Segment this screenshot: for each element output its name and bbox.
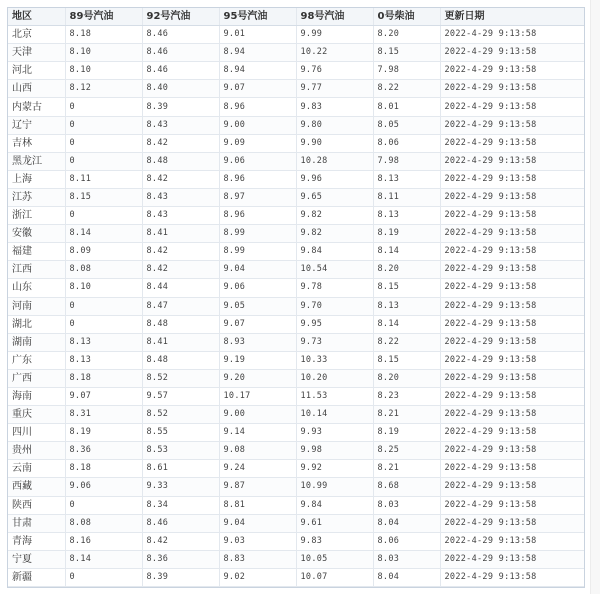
update-date-cell: 2022-4-29 9:13:58 xyxy=(440,460,584,478)
table-row xyxy=(8,406,584,424)
table-row xyxy=(8,261,584,279)
region-cell: 山西 xyxy=(8,80,65,98)
update-date-cell: 2022-4-29 9:13:58 xyxy=(440,44,584,62)
table-row xyxy=(8,351,584,369)
update-date-cell: 2022-4-29 9:13:58 xyxy=(440,514,584,532)
page-scrollbar[interactable] xyxy=(590,0,600,594)
gasoline-98-cell: 9.84 xyxy=(296,243,373,261)
region-cell: 新疆 xyxy=(8,568,65,586)
gasoline-95-cell: 9.04 xyxy=(219,514,296,532)
region-cell: 海南 xyxy=(8,387,65,405)
diesel-0-cell: 8.68 xyxy=(373,478,440,496)
region-cell: 上海 xyxy=(8,170,65,188)
gasoline-98-cell: 9.95 xyxy=(296,315,373,333)
diesel-0-cell: 8.06 xyxy=(373,532,440,550)
region-cell: 陕西 xyxy=(8,496,65,514)
update-date-cell: 2022-4-29 9:13:58 xyxy=(440,550,584,568)
diesel-0-cell: 8.22 xyxy=(373,333,440,351)
gasoline-95-cell: 9.03 xyxy=(219,532,296,550)
gasoline-98-cell: 10.20 xyxy=(296,369,373,387)
table-row xyxy=(8,44,584,62)
header-gasoline-98: 98号汽油 xyxy=(296,8,373,26)
gasoline-92-cell: 9.33 xyxy=(142,478,219,496)
diesel-0-cell: 8.04 xyxy=(373,568,440,586)
table-row xyxy=(8,532,584,550)
region-cell: 河北 xyxy=(8,62,65,80)
table-row xyxy=(8,62,584,80)
table-row xyxy=(8,98,584,116)
region-cell: 西藏 xyxy=(8,478,65,496)
gasoline-89-cell: 0 xyxy=(65,152,142,170)
region-cell: 内蒙古 xyxy=(8,98,65,116)
diesel-0-cell: 8.14 xyxy=(373,315,440,333)
gasoline-92-cell: 8.46 xyxy=(142,44,219,62)
gasoline-98-cell: 9.70 xyxy=(296,297,373,315)
region-cell: 贵州 xyxy=(8,442,65,460)
gasoline-89-cell: 8.14 xyxy=(65,550,142,568)
diesel-0-cell: 8.15 xyxy=(373,44,440,62)
diesel-0-cell: 8.06 xyxy=(373,134,440,152)
gasoline-95-cell: 9.14 xyxy=(219,424,296,442)
gasoline-98-cell: 9.78 xyxy=(296,279,373,297)
region-cell: 黑龙江 xyxy=(8,152,65,170)
gasoline-89-cell: 8.14 xyxy=(65,225,142,243)
gasoline-92-cell: 8.43 xyxy=(142,188,219,206)
gasoline-95-cell: 9.24 xyxy=(219,460,296,478)
gasoline-92-cell: 8.42 xyxy=(142,170,219,188)
gasoline-89-cell: 8.15 xyxy=(65,188,142,206)
gasoline-98-cell: 9.98 xyxy=(296,442,373,460)
gasoline-92-cell: 8.46 xyxy=(142,514,219,532)
gasoline-95-cell: 9.87 xyxy=(219,478,296,496)
region-cell: 山东 xyxy=(8,279,65,297)
table-row xyxy=(8,225,584,243)
update-date-cell: 2022-4-29 9:13:58 xyxy=(440,188,584,206)
gasoline-95-cell: 8.94 xyxy=(219,62,296,80)
update-date-cell: 2022-4-29 9:13:58 xyxy=(440,351,584,369)
gasoline-92-cell: 8.41 xyxy=(142,225,219,243)
update-date-cell: 2022-4-29 9:13:58 xyxy=(440,243,584,261)
update-date-cell: 2022-4-29 9:13:58 xyxy=(440,532,584,550)
gasoline-92-cell: 8.43 xyxy=(142,207,219,225)
table-row xyxy=(8,80,584,98)
diesel-0-cell: 8.01 xyxy=(373,98,440,116)
region-cell: 江苏 xyxy=(8,188,65,206)
update-date-cell: 2022-4-29 9:13:58 xyxy=(440,406,584,424)
gasoline-89-cell: 0 xyxy=(65,297,142,315)
gasoline-92-cell: 8.48 xyxy=(142,152,219,170)
gasoline-98-cell: 9.93 xyxy=(296,424,373,442)
gasoline-89-cell: 8.18 xyxy=(65,460,142,478)
gasoline-92-cell: 8.40 xyxy=(142,80,219,98)
gasoline-98-cell: 9.82 xyxy=(296,207,373,225)
table-row xyxy=(8,188,584,206)
update-date-cell: 2022-4-29 9:13:58 xyxy=(440,152,584,170)
header-row xyxy=(8,8,584,26)
gasoline-95-cell: 9.09 xyxy=(219,134,296,152)
gasoline-89-cell: 8.10 xyxy=(65,279,142,297)
table-row xyxy=(8,207,584,225)
region-cell: 宁夏 xyxy=(8,550,65,568)
gasoline-89-cell: 0 xyxy=(65,98,142,116)
update-date-cell: 2022-4-29 9:13:58 xyxy=(440,116,584,134)
table-body xyxy=(8,26,584,587)
diesel-0-cell: 8.21 xyxy=(373,460,440,478)
update-date-cell: 2022-4-29 9:13:58 xyxy=(440,478,584,496)
diesel-0-cell: 8.25 xyxy=(373,442,440,460)
diesel-0-cell: 7.98 xyxy=(373,62,440,80)
gasoline-98-cell: 10.07 xyxy=(296,568,373,586)
diesel-0-cell: 8.14 xyxy=(373,243,440,261)
gasoline-98-cell: 9.77 xyxy=(296,80,373,98)
update-date-cell: 2022-4-29 9:13:58 xyxy=(440,225,584,243)
table-row xyxy=(8,514,584,532)
update-date-cell: 2022-4-29 9:13:58 xyxy=(440,26,584,44)
gasoline-89-cell: 8.19 xyxy=(65,424,142,442)
diesel-0-cell: 8.15 xyxy=(373,351,440,369)
region-cell: 湖南 xyxy=(8,333,65,351)
table-row xyxy=(8,550,584,568)
gasoline-98-cell: 10.99 xyxy=(296,478,373,496)
diesel-0-cell: 8.21 xyxy=(373,406,440,424)
gasoline-95-cell: 8.83 xyxy=(219,550,296,568)
gasoline-92-cell: 8.42 xyxy=(142,261,219,279)
gasoline-89-cell: 8.36 xyxy=(65,442,142,460)
header-update-date: 更新日期 xyxy=(440,8,584,26)
region-cell: 甘肃 xyxy=(8,514,65,532)
gasoline-89-cell: 0 xyxy=(65,315,142,333)
gasoline-89-cell: 0 xyxy=(65,116,142,134)
gasoline-92-cell: 8.42 xyxy=(142,532,219,550)
diesel-0-cell: 8.03 xyxy=(373,550,440,568)
gasoline-98-cell: 11.53 xyxy=(296,387,373,405)
table-row xyxy=(8,387,584,405)
gasoline-95-cell: 9.06 xyxy=(219,279,296,297)
table-row xyxy=(8,243,584,261)
gasoline-98-cell: 9.99 xyxy=(296,26,373,44)
table-row xyxy=(8,279,584,297)
diesel-0-cell: 8.19 xyxy=(373,225,440,243)
header-region: 地区 xyxy=(8,8,65,26)
gasoline-98-cell: 9.92 xyxy=(296,460,373,478)
gasoline-92-cell: 8.36 xyxy=(142,550,219,568)
diesel-0-cell: 8.20 xyxy=(373,369,440,387)
region-cell: 天津 xyxy=(8,44,65,62)
header-gasoline-92: 92号汽油 xyxy=(142,8,219,26)
gasoline-95-cell: 9.06 xyxy=(219,152,296,170)
gasoline-95-cell: 8.93 xyxy=(219,333,296,351)
region-cell: 四川 xyxy=(8,424,65,442)
header-gasoline-89: 89号汽油 xyxy=(65,8,142,26)
gasoline-92-cell: 8.55 xyxy=(142,424,219,442)
gasoline-92-cell: 8.43 xyxy=(142,116,219,134)
update-date-cell: 2022-4-29 9:13:58 xyxy=(440,369,584,387)
region-cell: 青海 xyxy=(8,532,65,550)
diesel-0-cell: 8.11 xyxy=(373,188,440,206)
gasoline-89-cell: 8.16 xyxy=(65,532,142,550)
gasoline-92-cell: 8.42 xyxy=(142,134,219,152)
region-cell: 浙江 xyxy=(8,207,65,225)
diesel-0-cell: 8.20 xyxy=(373,261,440,279)
diesel-0-cell: 8.15 xyxy=(373,279,440,297)
gasoline-89-cell: 0 xyxy=(65,496,142,514)
gasoline-89-cell: 8.10 xyxy=(65,44,142,62)
gasoline-95-cell: 9.01 xyxy=(219,26,296,44)
gasoline-95-cell: 9.04 xyxy=(219,261,296,279)
gasoline-98-cell: 10.05 xyxy=(296,550,373,568)
header-gasoline-95: 95号汽油 xyxy=(219,8,296,26)
gasoline-89-cell: 8.13 xyxy=(65,333,142,351)
gasoline-98-cell: 9.82 xyxy=(296,225,373,243)
gasoline-92-cell: 8.42 xyxy=(142,243,219,261)
gasoline-95-cell: 9.07 xyxy=(219,80,296,98)
gasoline-95-cell: 9.00 xyxy=(219,406,296,424)
diesel-0-cell: 8.13 xyxy=(373,207,440,225)
gasoline-92-cell: 8.53 xyxy=(142,442,219,460)
gasoline-98-cell: 9.83 xyxy=(296,98,373,116)
fuel-price-table xyxy=(8,8,584,587)
diesel-0-cell: 8.20 xyxy=(373,26,440,44)
diesel-0-cell: 8.05 xyxy=(373,116,440,134)
table-row xyxy=(8,478,584,496)
gasoline-95-cell: 8.96 xyxy=(219,98,296,116)
gasoline-95-cell: 8.96 xyxy=(219,207,296,225)
table-row xyxy=(8,134,584,152)
region-cell: 北京 xyxy=(8,26,65,44)
table-row xyxy=(8,460,584,478)
gasoline-89-cell: 8.08 xyxy=(65,261,142,279)
gasoline-98-cell: 9.61 xyxy=(296,514,373,532)
table-row xyxy=(8,170,584,188)
gasoline-89-cell: 0 xyxy=(65,207,142,225)
gasoline-98-cell: 9.84 xyxy=(296,496,373,514)
update-date-cell: 2022-4-29 9:13:58 xyxy=(440,315,584,333)
diesel-0-cell: 8.13 xyxy=(373,170,440,188)
update-date-cell: 2022-4-29 9:13:58 xyxy=(440,98,584,116)
update-date-cell: 2022-4-29 9:13:58 xyxy=(440,568,584,586)
gasoline-95-cell: 8.99 xyxy=(219,243,296,261)
region-cell: 湖北 xyxy=(8,315,65,333)
gasoline-92-cell: 8.48 xyxy=(142,351,219,369)
gasoline-92-cell: 8.39 xyxy=(142,568,219,586)
gasoline-89-cell: 9.07 xyxy=(65,387,142,405)
update-date-cell: 2022-4-29 9:13:58 xyxy=(440,442,584,460)
region-cell: 重庆 xyxy=(8,406,65,424)
gasoline-89-cell: 0 xyxy=(65,134,142,152)
gasoline-95-cell: 9.20 xyxy=(219,369,296,387)
gasoline-92-cell: 8.44 xyxy=(142,279,219,297)
gasoline-98-cell: 10.33 xyxy=(296,351,373,369)
table-row xyxy=(8,442,584,460)
table-row xyxy=(8,369,584,387)
gasoline-95-cell: 8.81 xyxy=(219,496,296,514)
update-date-cell: 2022-4-29 9:13:58 xyxy=(440,297,584,315)
gasoline-89-cell: 8.13 xyxy=(65,351,142,369)
gasoline-98-cell: 9.76 xyxy=(296,62,373,80)
gasoline-95-cell: 10.17 xyxy=(219,387,296,405)
region-cell: 江西 xyxy=(8,261,65,279)
region-cell: 安徽 xyxy=(8,225,65,243)
gasoline-92-cell: 8.39 xyxy=(142,98,219,116)
gasoline-98-cell: 9.83 xyxy=(296,532,373,550)
gasoline-89-cell: 8.12 xyxy=(65,80,142,98)
gasoline-92-cell: 9.57 xyxy=(142,387,219,405)
gasoline-95-cell: 9.00 xyxy=(219,116,296,134)
gasoline-98-cell: 10.54 xyxy=(296,261,373,279)
gasoline-98-cell: 9.73 xyxy=(296,333,373,351)
gasoline-92-cell: 8.52 xyxy=(142,369,219,387)
gasoline-95-cell: 9.19 xyxy=(219,351,296,369)
update-date-cell: 2022-4-29 9:13:58 xyxy=(440,261,584,279)
update-date-cell: 2022-4-29 9:13:58 xyxy=(440,207,584,225)
diesel-0-cell: 8.13 xyxy=(373,297,440,315)
gasoline-92-cell: 8.46 xyxy=(142,26,219,44)
gasoline-95-cell: 8.97 xyxy=(219,188,296,206)
gasoline-95-cell: 9.02 xyxy=(219,568,296,586)
region-cell: 河南 xyxy=(8,297,65,315)
gasoline-92-cell: 8.41 xyxy=(142,333,219,351)
region-cell: 广西 xyxy=(8,369,65,387)
diesel-0-cell: 8.22 xyxy=(373,80,440,98)
region-cell: 广东 xyxy=(8,351,65,369)
fuel-price-table-container xyxy=(7,7,585,588)
region-cell: 辽宁 xyxy=(8,116,65,134)
table-row xyxy=(8,333,584,351)
table-row xyxy=(8,297,584,315)
gasoline-92-cell: 8.52 xyxy=(142,406,219,424)
gasoline-89-cell: 8.31 xyxy=(65,406,142,424)
update-date-cell: 2022-4-29 9:13:58 xyxy=(440,279,584,297)
table-row xyxy=(8,116,584,134)
update-date-cell: 2022-4-29 9:13:58 xyxy=(440,170,584,188)
region-cell: 吉林 xyxy=(8,134,65,152)
update-date-cell: 2022-4-29 9:13:58 xyxy=(440,134,584,152)
gasoline-98-cell: 9.96 xyxy=(296,170,373,188)
table-row xyxy=(8,568,584,586)
gasoline-92-cell: 8.48 xyxy=(142,315,219,333)
diesel-0-cell: 8.19 xyxy=(373,424,440,442)
gasoline-95-cell: 9.07 xyxy=(219,315,296,333)
update-date-cell: 2022-4-29 9:13:58 xyxy=(440,333,584,351)
gasoline-98-cell: 9.80 xyxy=(296,116,373,134)
gasoline-95-cell: 8.96 xyxy=(219,170,296,188)
update-date-cell: 2022-4-29 9:13:58 xyxy=(440,387,584,405)
gasoline-89-cell: 8.18 xyxy=(65,26,142,44)
table-row xyxy=(8,424,584,442)
gasoline-89-cell: 8.09 xyxy=(65,243,142,261)
diesel-0-cell: 8.23 xyxy=(373,387,440,405)
update-date-cell: 2022-4-29 9:13:58 xyxy=(440,424,584,442)
table-row xyxy=(8,496,584,514)
gasoline-89-cell: 8.08 xyxy=(65,514,142,532)
update-date-cell: 2022-4-29 9:13:58 xyxy=(440,62,584,80)
gasoline-89-cell: 8.11 xyxy=(65,170,142,188)
gasoline-98-cell: 9.65 xyxy=(296,188,373,206)
table-row xyxy=(8,152,584,170)
gasoline-95-cell: 9.05 xyxy=(219,297,296,315)
gasoline-92-cell: 8.46 xyxy=(142,62,219,80)
diesel-0-cell: 8.03 xyxy=(373,496,440,514)
region-cell: 云南 xyxy=(8,460,65,478)
gasoline-98-cell: 9.90 xyxy=(296,134,373,152)
gasoline-89-cell: 0 xyxy=(65,568,142,586)
gasoline-92-cell: 8.47 xyxy=(142,297,219,315)
gasoline-92-cell: 8.34 xyxy=(142,496,219,514)
diesel-0-cell: 8.04 xyxy=(373,514,440,532)
diesel-0-cell: 7.98 xyxy=(373,152,440,170)
gasoline-89-cell: 8.10 xyxy=(65,62,142,80)
gasoline-89-cell: 9.06 xyxy=(65,478,142,496)
gasoline-92-cell: 8.61 xyxy=(142,460,219,478)
gasoline-89-cell: 8.18 xyxy=(65,369,142,387)
gasoline-98-cell: 10.14 xyxy=(296,406,373,424)
update-date-cell: 2022-4-29 9:13:58 xyxy=(440,80,584,98)
table-header xyxy=(8,8,584,26)
gasoline-98-cell: 10.28 xyxy=(296,152,373,170)
region-cell: 福建 xyxy=(8,243,65,261)
gasoline-98-cell: 10.22 xyxy=(296,44,373,62)
update-date-cell: 2022-4-29 9:13:58 xyxy=(440,496,584,514)
table-row xyxy=(8,26,584,44)
header-diesel-0: 0号柴油 xyxy=(373,8,440,26)
gasoline-95-cell: 9.08 xyxy=(219,442,296,460)
table-row xyxy=(8,315,584,333)
gasoline-95-cell: 8.99 xyxy=(219,225,296,243)
gasoline-95-cell: 8.94 xyxy=(219,44,296,62)
